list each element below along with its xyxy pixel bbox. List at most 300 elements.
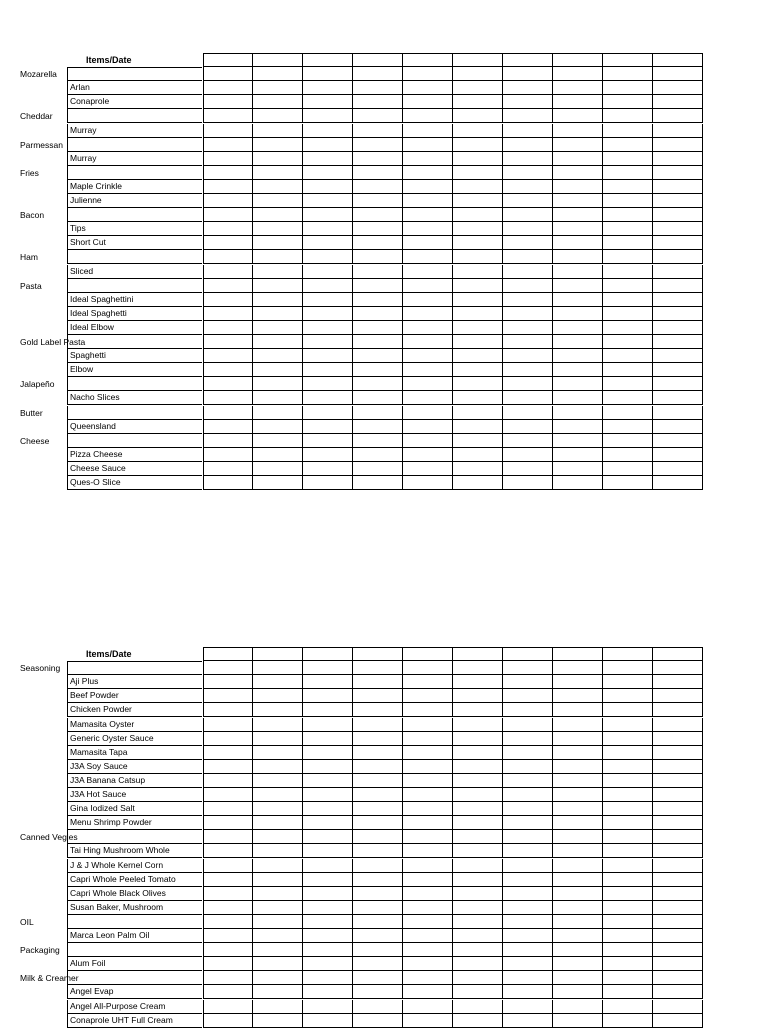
date-cell[interactable] [503,434,553,448]
date-cell[interactable] [253,746,303,760]
date-cell[interactable] [353,448,403,462]
date-cell[interactable] [303,901,353,915]
date-cell[interactable] [203,476,253,490]
date-cell[interactable] [203,377,253,391]
date-cell[interactable] [453,830,503,844]
date-cell[interactable] [253,236,303,250]
date-cell[interactable] [503,335,553,349]
date-cell[interactable] [353,689,403,703]
date-cell[interactable] [203,971,253,985]
date-cell[interactable] [303,138,353,152]
date-cell[interactable] [503,208,553,222]
date-cell[interactable] [353,746,403,760]
date-cell[interactable] [203,1014,253,1028]
date-cell[interactable] [553,250,603,264]
date-cell[interactable] [303,95,353,109]
date-cell[interactable] [503,647,553,661]
date-cell[interactable] [603,985,653,999]
date-cell[interactable] [653,873,703,887]
date-cell[interactable] [403,943,453,957]
date-cell[interactable] [403,957,453,971]
date-cell[interactable] [353,929,403,943]
date-cell[interactable] [503,293,553,307]
date-cell[interactable] [503,929,553,943]
date-cell[interactable] [203,901,253,915]
date-cell[interactable] [203,816,253,830]
date-cell[interactable] [553,321,603,335]
date-cell[interactable] [253,732,303,746]
date-cell[interactable] [553,760,603,774]
date-cell[interactable] [453,476,503,490]
date-cell[interactable] [253,929,303,943]
date-cell[interactable] [353,844,403,858]
date-cell[interactable] [453,661,503,675]
date-cell[interactable] [303,774,353,788]
date-cell[interactable] [303,915,353,929]
date-cell[interactable] [403,109,453,123]
date-cell[interactable] [203,166,253,180]
date-cell[interactable] [253,279,303,293]
date-cell[interactable] [553,307,603,321]
date-cell[interactable] [503,152,553,166]
date-cell[interactable] [303,985,353,999]
date-cell[interactable] [553,222,603,236]
date-cell[interactable] [553,391,603,405]
date-cell[interactable] [253,349,303,363]
date-cell[interactable] [203,95,253,109]
date-cell[interactable] [203,448,253,462]
date-cell[interactable] [403,363,453,377]
date-cell[interactable] [503,321,553,335]
date-cell[interactable] [353,1000,403,1014]
date-cell[interactable] [453,124,503,138]
date-cell[interactable] [453,95,503,109]
date-cell[interactable] [303,279,353,293]
date-cell[interactable] [303,661,353,675]
date-cell[interactable] [203,957,253,971]
date-cell[interactable] [303,67,353,81]
date-cell[interactable] [553,915,603,929]
date-cell[interactable] [453,236,503,250]
date-cell[interactable] [253,363,303,377]
date-cell[interactable] [203,81,253,95]
date-cell[interactable] [303,448,353,462]
date-cell[interactable] [453,929,503,943]
date-cell[interactable] [353,208,403,222]
date-cell[interactable] [253,265,303,279]
date-cell[interactable] [303,718,353,732]
date-cell[interactable] [653,1014,703,1028]
date-cell[interactable] [603,406,653,420]
date-cell[interactable] [403,236,453,250]
date-cell[interactable] [553,774,603,788]
date-cell[interactable] [503,915,553,929]
date-cell[interactable] [453,873,503,887]
date-cell[interactable] [353,915,403,929]
date-cell[interactable] [253,293,303,307]
date-cell[interactable] [253,901,303,915]
date-cell[interactable] [553,957,603,971]
date-cell[interactable] [453,279,503,293]
date-cell[interactable] [603,109,653,123]
date-cell[interactable] [553,661,603,675]
date-cell[interactable] [503,53,553,67]
date-cell[interactable] [253,321,303,335]
date-cell[interactable] [453,81,503,95]
date-cell[interactable] [653,53,703,67]
date-cell[interactable] [303,760,353,774]
date-cell[interactable] [403,929,453,943]
date-cell[interactable] [603,901,653,915]
date-cell[interactable] [353,236,403,250]
date-cell[interactable] [603,774,653,788]
date-cell[interactable] [553,859,603,873]
date-cell[interactable] [253,887,303,901]
date-cell[interactable] [403,1000,453,1014]
date-cell[interactable] [253,802,303,816]
date-cell[interactable] [453,406,503,420]
date-cell[interactable] [453,915,503,929]
date-cell[interactable] [303,1014,353,1028]
date-cell[interactable] [553,81,603,95]
date-cell[interactable] [253,138,303,152]
date-cell[interactable] [453,689,503,703]
date-cell[interactable] [503,236,553,250]
date-cell[interactable] [603,67,653,81]
date-cell[interactable] [653,67,703,81]
date-cell[interactable] [503,81,553,95]
date-cell[interactable] [653,661,703,675]
date-cell[interactable] [653,166,703,180]
date-cell[interactable] [603,957,653,971]
date-cell[interactable] [603,279,653,293]
date-cell[interactable] [603,830,653,844]
date-cell[interactable] [603,859,653,873]
date-cell[interactable] [253,109,303,123]
date-cell[interactable] [553,293,603,307]
date-cell[interactable] [303,391,353,405]
date-cell[interactable] [603,208,653,222]
date-cell[interactable] [403,802,453,816]
date-cell[interactable] [403,194,453,208]
date-cell[interactable] [253,830,303,844]
date-cell[interactable] [603,180,653,194]
date-cell[interactable] [553,420,603,434]
date-cell[interactable] [553,95,603,109]
date-cell[interactable] [303,335,353,349]
date-cell[interactable] [353,985,403,999]
date-cell[interactable] [203,293,253,307]
date-cell[interactable] [453,788,503,802]
date-cell[interactable] [253,462,303,476]
date-cell[interactable] [553,844,603,858]
date-cell[interactable] [503,265,553,279]
date-cell[interactable] [503,279,553,293]
date-cell[interactable] [353,67,403,81]
date-cell[interactable] [203,830,253,844]
date-cell[interactable] [503,222,553,236]
date-cell[interactable] [353,732,403,746]
date-cell[interactable] [653,760,703,774]
date-cell[interactable] [303,647,353,661]
date-cell[interactable] [453,901,503,915]
date-cell[interactable] [203,887,253,901]
date-cell[interactable] [603,943,653,957]
date-cell[interactable] [403,746,453,760]
date-cell[interactable] [403,661,453,675]
date-cell[interactable] [353,81,403,95]
date-cell[interactable] [303,194,353,208]
date-cell[interactable] [303,363,353,377]
date-cell[interactable] [503,788,553,802]
date-cell[interactable] [403,406,453,420]
date-cell[interactable] [353,675,403,689]
date-cell[interactable] [453,335,503,349]
date-cell[interactable] [253,760,303,774]
date-cell[interactable] [653,1000,703,1014]
date-cell[interactable] [453,971,503,985]
date-cell[interactable] [403,760,453,774]
date-cell[interactable] [253,816,303,830]
date-cell[interactable] [503,901,553,915]
date-cell[interactable] [653,279,703,293]
date-cell[interactable] [553,208,603,222]
date-cell[interactable] [353,957,403,971]
date-cell[interactable] [203,434,253,448]
date-cell[interactable] [403,718,453,732]
date-cell[interactable] [403,448,453,462]
date-cell[interactable] [303,109,353,123]
date-cell[interactable] [453,194,503,208]
date-cell[interactable] [603,53,653,67]
date-cell[interactable] [353,152,403,166]
date-cell[interactable] [253,250,303,264]
date-cell[interactable] [403,377,453,391]
date-cell[interactable] [653,391,703,405]
date-cell[interactable] [203,675,253,689]
date-cell[interactable] [553,943,603,957]
date-cell[interactable] [403,321,453,335]
date-cell[interactable] [453,391,503,405]
date-cell[interactable] [353,349,403,363]
date-cell[interactable] [203,760,253,774]
date-cell[interactable] [453,647,503,661]
date-cell[interactable] [603,250,653,264]
date-cell[interactable] [453,434,503,448]
date-cell[interactable] [453,802,503,816]
date-cell[interactable] [503,250,553,264]
date-cell[interactable] [203,124,253,138]
date-cell[interactable] [403,81,453,95]
date-cell[interactable] [403,830,453,844]
date-cell[interactable] [503,689,553,703]
date-cell[interactable] [453,732,503,746]
date-cell[interactable] [503,957,553,971]
date-cell[interactable] [653,675,703,689]
date-cell[interactable] [503,420,553,434]
date-cell[interactable] [603,1014,653,1028]
date-cell[interactable] [403,887,453,901]
date-cell[interactable] [303,746,353,760]
date-cell[interactable] [553,788,603,802]
date-cell[interactable] [553,406,603,420]
date-cell[interactable] [653,448,703,462]
date-cell[interactable] [653,138,703,152]
date-cell[interactable] [503,166,553,180]
date-cell[interactable] [203,279,253,293]
date-cell[interactable] [603,703,653,717]
date-cell[interactable] [403,689,453,703]
date-cell[interactable] [353,222,403,236]
date-cell[interactable] [353,647,403,661]
date-cell[interactable] [453,222,503,236]
date-cell[interactable] [503,476,553,490]
date-cell[interactable] [553,279,603,293]
date-cell[interactable] [653,732,703,746]
date-cell[interactable] [653,689,703,703]
date-cell[interactable] [403,901,453,915]
date-cell[interactable] [303,152,353,166]
date-cell[interactable] [303,675,353,689]
date-cell[interactable] [553,746,603,760]
date-cell[interactable] [553,434,603,448]
date-cell[interactable] [453,377,503,391]
date-cell[interactable] [503,675,553,689]
date-cell[interactable] [453,943,503,957]
date-cell[interactable] [403,732,453,746]
date-cell[interactable] [503,138,553,152]
date-cell[interactable] [653,844,703,858]
date-cell[interactable] [253,180,303,194]
date-cell[interactable] [503,802,553,816]
date-cell[interactable] [453,887,503,901]
date-cell[interactable] [553,873,603,887]
date-cell[interactable] [653,971,703,985]
date-cell[interactable] [603,236,653,250]
date-cell[interactable] [253,703,303,717]
date-cell[interactable] [503,873,553,887]
date-cell[interactable] [303,250,353,264]
date-cell[interactable] [203,718,253,732]
date-cell[interactable] [453,208,503,222]
date-cell[interactable] [603,335,653,349]
date-cell[interactable] [653,420,703,434]
date-cell[interactable] [653,180,703,194]
date-cell[interactable] [603,363,653,377]
date-cell[interactable] [653,95,703,109]
date-cell[interactable] [503,448,553,462]
date-cell[interactable] [253,985,303,999]
date-cell[interactable] [553,732,603,746]
date-cell[interactable] [303,476,353,490]
date-cell[interactable] [453,746,503,760]
date-cell[interactable] [303,816,353,830]
date-cell[interactable] [353,802,403,816]
date-cell[interactable] [553,67,603,81]
date-cell[interactable] [453,675,503,689]
date-cell[interactable] [203,420,253,434]
date-cell[interactable] [403,434,453,448]
date-cell[interactable] [403,816,453,830]
date-cell[interactable] [553,180,603,194]
date-cell[interactable] [453,109,503,123]
date-cell[interactable] [503,406,553,420]
date-cell[interactable] [353,816,403,830]
date-cell[interactable] [603,816,653,830]
date-cell[interactable] [603,844,653,858]
date-cell[interactable] [203,859,253,873]
date-cell[interactable] [253,647,303,661]
date-cell[interactable] [203,236,253,250]
date-cell[interactable] [203,703,253,717]
date-cell[interactable] [453,957,503,971]
date-cell[interactable] [403,1014,453,1028]
date-cell[interactable] [453,152,503,166]
date-cell[interactable] [403,647,453,661]
date-cell[interactable] [253,53,303,67]
date-cell[interactable] [353,279,403,293]
date-cell[interactable] [653,335,703,349]
date-cell[interactable] [303,971,353,985]
date-cell[interactable] [403,265,453,279]
date-cell[interactable] [603,222,653,236]
date-cell[interactable] [453,67,503,81]
date-cell[interactable] [553,335,603,349]
date-cell[interactable] [253,95,303,109]
date-cell[interactable] [303,957,353,971]
date-cell[interactable] [353,166,403,180]
date-cell[interactable] [653,406,703,420]
date-cell[interactable] [303,406,353,420]
date-cell[interactable] [603,915,653,929]
date-cell[interactable] [253,915,303,929]
date-cell[interactable] [353,363,403,377]
date-cell[interactable] [403,476,453,490]
date-cell[interactable] [253,166,303,180]
date-cell[interactable] [453,703,503,717]
date-cell[interactable] [303,943,353,957]
date-cell[interactable] [403,53,453,67]
date-cell[interactable] [353,476,403,490]
date-cell[interactable] [603,1000,653,1014]
date-cell[interactable] [503,377,553,391]
date-cell[interactable] [653,943,703,957]
date-cell[interactable] [653,887,703,901]
date-cell[interactable] [553,703,603,717]
date-cell[interactable] [603,718,653,732]
date-cell[interactable] [453,462,503,476]
date-cell[interactable] [553,830,603,844]
date-cell[interactable] [503,887,553,901]
date-cell[interactable] [203,67,253,81]
date-cell[interactable] [603,124,653,138]
date-cell[interactable] [203,689,253,703]
date-cell[interactable] [253,971,303,985]
date-cell[interactable] [553,138,603,152]
date-cell[interactable] [653,349,703,363]
date-cell[interactable] [553,689,603,703]
date-cell[interactable] [603,194,653,208]
date-cell[interactable] [553,1000,603,1014]
date-cell[interactable] [203,985,253,999]
date-cell[interactable] [253,844,303,858]
date-cell[interactable] [653,802,703,816]
date-cell[interactable] [503,661,553,675]
date-cell[interactable] [253,476,303,490]
date-cell[interactable] [553,109,603,123]
date-cell[interactable] [303,321,353,335]
date-cell[interactable] [403,703,453,717]
